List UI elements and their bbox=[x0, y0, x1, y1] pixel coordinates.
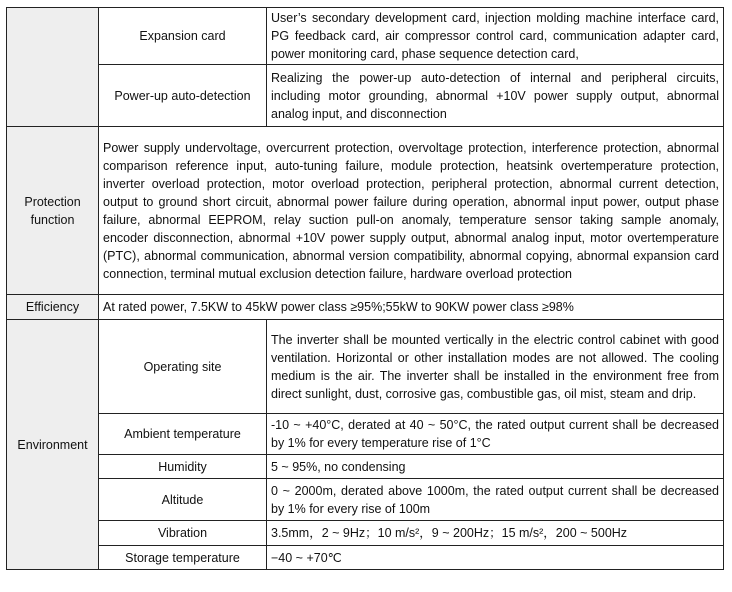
item-value-altitude: 0 ~ 2000m, derated above 1000m, the rated output current shall be decreased by 1% for every rise of 100m bbox=[267, 479, 724, 521]
item-value-storage-temperature: −40 ~ +70℃ bbox=[267, 546, 724, 570]
table-row bbox=[7, 127, 724, 295]
category-environment: Environment bbox=[7, 320, 99, 570]
item-label-expansion-card: Expansion card bbox=[99, 8, 267, 65]
efficiency-text: At rated power, 7.5KW to 45kW power class ≥95%;55kW to 90KW power class ≥98% bbox=[99, 295, 724, 320]
protection-function-text: Power supply undervoltage, overcurrent protection, overvoltage protection, interference protection, abnormal comparison reference input, auto-tuning failure, module protection, heatsink overtemperature protection, inverter overload protection, motor overload protection, peripheral protection, abnormal current detection, output to ground short circuit, abnormal power failure during operation, abnormal input power, output phase failure, abnormal EEPROM, relay suction pull-on anomaly, temperature sensor taking sample anomaly, encoder disconnection, abnormal +10V power supply output, abnormal analog input, motor overtemperature (PTC), abnormal communication, abnormal version compatibility, abnormal copying, abnormal expansion card connection, terminal mutual exclusion detection failure, hardware overload protection bbox=[99, 127, 724, 295]
table-row bbox=[7, 295, 724, 320]
category-protection-function: Protection function bbox=[7, 127, 99, 295]
table-row bbox=[7, 546, 724, 570]
table-row bbox=[7, 521, 724, 546]
expansion-card-text: User’s secondary development card, injection molding machine interface card, PG feedback card, air compressor control card, communication adapter card, power monitoring card, phase sequence detection card, bbox=[271, 11, 719, 61]
table-row bbox=[7, 414, 724, 455]
table-row bbox=[7, 320, 724, 414]
item-value-power-up-auto-detection: Realizing the power-up auto-detection of internal and peripheral circuits, including motor grounding, abnormal +10V power supply output, abnormal analog input, and disconnection bbox=[267, 65, 724, 127]
table-row bbox=[7, 479, 724, 521]
item-value-vibration: 3.5mm，2 ~ 9Hz；10 m/s²，9 ~ 200Hz；15 m/s²，200 ~ 500Hz bbox=[267, 521, 724, 546]
item-label-humidity: Humidity bbox=[99, 455, 267, 479]
item-value-ambient-temperature: -10 ~ +40°C, derated at 40 ~ 50°C, the rated output current shall be decreased by 1% for every temperature rise of 1°C bbox=[267, 414, 724, 455]
item-label-operating-site: Operating site bbox=[99, 320, 267, 414]
category-cell-blank bbox=[7, 8, 99, 127]
item-label-vibration: Vibration bbox=[99, 521, 267, 546]
item-label-power-up-auto-detection: Power-up auto-detection bbox=[99, 65, 267, 127]
table-row bbox=[7, 455, 724, 479]
category-efficiency: Efficiency bbox=[7, 295, 99, 320]
item-label-altitude: Altitude bbox=[99, 479, 267, 521]
item-label-storage-temperature: Storage temperature bbox=[99, 546, 267, 570]
table-row bbox=[7, 65, 724, 127]
item-value-expansion-card bbox=[267, 8, 724, 65]
item-value-humidity: 5 ~ 95%, no condensing bbox=[267, 455, 724, 479]
item-label-ambient-temperature: Ambient temperature bbox=[99, 414, 267, 455]
table-row bbox=[7, 8, 724, 65]
specification-table bbox=[6, 7, 724, 570]
item-value-operating-site: The inverter shall be mounted vertically in the electric control cabinet with good ventilation. Horizontal or other installation modes are not allowed. The cooling medium is the air. The inverter shall be installed in the environment free from direct sunlight, dust, corrosive gas, combustible gas, oil mist, steam and drip. bbox=[267, 320, 724, 414]
